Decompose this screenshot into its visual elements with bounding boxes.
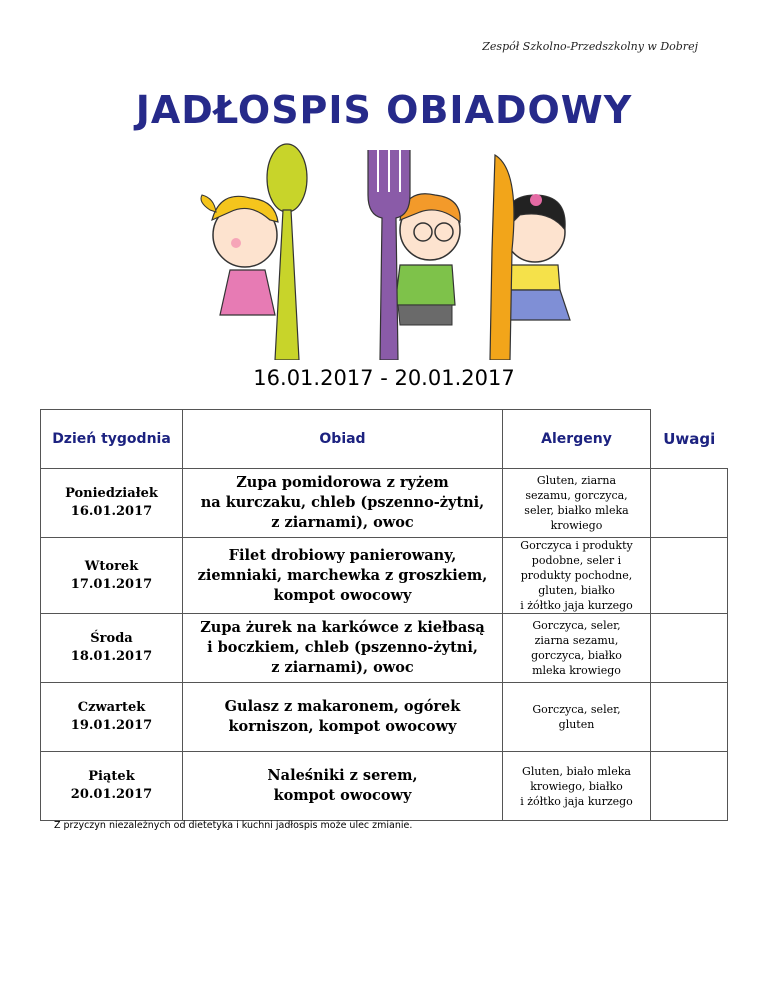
day-cell: Piątek 20.01.2017 — [41, 752, 183, 821]
school-name: Zespół Szkolno-Przedszkolny w Dobrej — [482, 40, 698, 53]
day-cell: Czwartek 19.01.2017 — [41, 683, 183, 752]
day-cell: Środa 18.01.2017 — [41, 614, 183, 683]
date-range: 16.01.2017 - 20.01.2017 — [253, 366, 515, 390]
knife-icon — [490, 155, 514, 360]
meal-cell: Zupa pomidorowa z ryżem na kurczaku, chleb (pszenno-żytni, z ziarnami), owoc — [183, 469, 503, 538]
allergens-cell: Gorczyca, seler, ziarna sezamu, gorczyca, białko mleka krowiego — [503, 614, 651, 683]
notes-cell — [651, 683, 728, 752]
table-row — [41, 614, 728, 683]
fork-icon — [368, 150, 410, 360]
notes-cell — [651, 469, 728, 538]
header-allergens: Alergeny — [503, 410, 651, 469]
page-title: JADŁOSPIS OBIADOWY — [135, 88, 633, 132]
allergens-cell: Gorczyca, seler, gluten — [503, 683, 651, 752]
table-row — [41, 469, 728, 538]
notes-cell — [651, 538, 728, 614]
header-day: Dzień tygodnia — [41, 410, 183, 469]
meal-cell: Gulasz z makaronem, ogórek korniszon, kompot owocowy — [183, 683, 503, 752]
allergens-cell: Gluten, biało mleka krowiego, białko i żółtko jaja kurzego — [503, 752, 651, 821]
allergens-cell: Gluten, ziarna sezamu, gorczyca, seler, białko mleka krowiego — [503, 469, 651, 538]
header-meal: Obiad — [183, 410, 503, 469]
allergens-cell: Gorczyca i produkty podobne, seler i produkty pochodne, gluten, białko i żółtko jaja kurzego — [503, 538, 651, 614]
table-row — [41, 538, 728, 614]
meal-cell: Filet drobiowy panierowany, ziemniaki, marchewka z groszkiem, kompot owocowy — [183, 538, 503, 614]
notes-cell — [651, 752, 728, 821]
table-header-row — [41, 410, 728, 469]
kids-cutlery-illustration — [190, 140, 580, 360]
table-row — [41, 752, 728, 821]
meal-cell: Zupa żurek na karkówce z kiełbasą i boczkiem, chleb (pszenno-żytni, z ziarnami), owoc — [183, 614, 503, 683]
day-cell: Wtorek 17.01.2017 — [41, 538, 183, 614]
girl-left-figure — [201, 195, 278, 315]
menu-table — [40, 409, 728, 821]
spoon-icon — [267, 144, 307, 360]
meal-cell: Naleśniki z serem, kompot owocowy — [183, 752, 503, 821]
table-row — [41, 683, 728, 752]
notes-cell — [651, 614, 728, 683]
footnote: Z przyczyn niezależnych od dietetyka i kuchni jadłospis może ulec zmianie. — [54, 820, 413, 831]
day-cell: Poniedziałek 16.01.2017 — [41, 469, 183, 538]
header-notes: Uwagi — [651, 410, 728, 469]
